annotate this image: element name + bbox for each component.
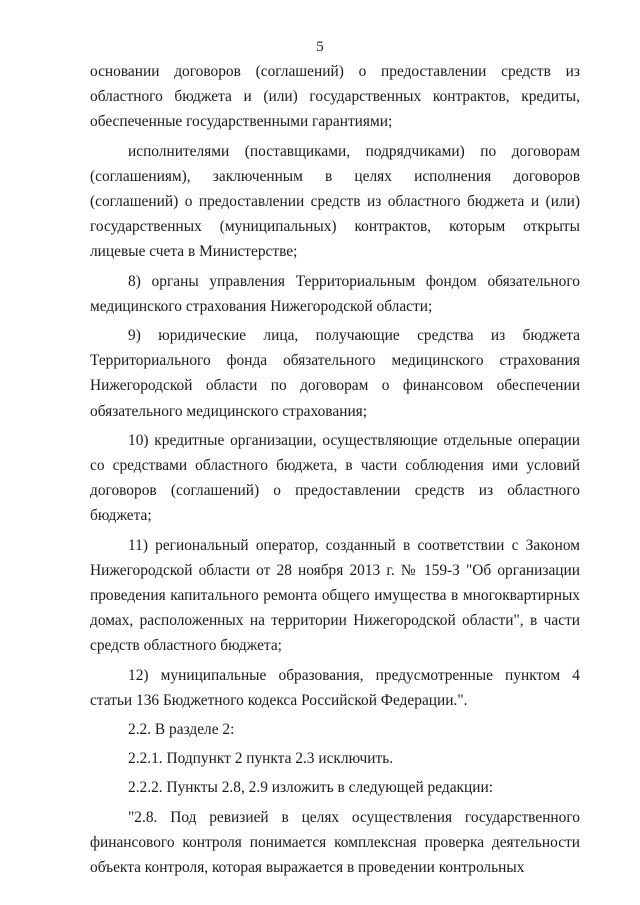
paragraph-item-12: 12) муниципальные образования, предусмотренные пунктом 4 статьи 136 Бюджетного кодекса Российской Федерации.". (90, 666, 580, 709)
paragraph-2-2-2: 2.2.2. Пункты 2.8, 2.9 изложить в следующей редакции: (128, 779, 493, 797)
paragraph-item-9: 9) юридические лица, получающие средства из бюджета Территориального фонда обязательного медицинского страхования Нижегородской области по договорам о финансовом обеспечении обязательного медицинского страхования; (90, 327, 580, 420)
page-number: 5 (316, 39, 324, 55)
paragraph-contractors: исполнителями (поставщиками, подрядчиками) по договорам (соглашениям), заключенным в целях исполнения договоров (соглашений) о предоставлении средств из областного бюджета и (или) государственных (муниципальных) контрактов, которым открыты лицевые счета в Министерстве; (90, 142, 580, 261)
paragraph-2-2: 2.2. В разделе 2: (128, 721, 235, 739)
document-body (90, 59, 580, 884)
paragraph-continuation: основании договоров (соглашений) о предоставлении средств из областного бюджета и (или) государственных контрактов, кредиты, обеспеченные государственными гарантиями; (90, 63, 580, 131)
paragraph-item-10: 10) кредитные организации, осуществляющие отдельные операции со средствами областного бюджета, в части соблюдения ими условий договоров (соглашений) о предоставлении средств из областного бюджета; (90, 431, 580, 525)
paragraph-2-8: "2.8. Под ревизией в целях осуществления государственного финансового контроля понимается комплексная проверка деятельности объекта контроля, которая выражается в проведении контрольных (90, 808, 580, 877)
paragraph-2-2-1: 2.2.1. Подпункт 2 пункта 2.3 исключить. (128, 750, 394, 768)
paragraph-item-11: 11) региональный оператор, созданный в соответствии с Законом Нижегородской области от 28 ноября 2013 г. № 159-З "Об организации проведения капитального ремонта общего имущества в многоквартирных домах, расположенных на территории Нижегородской области", в части средств областного бюджета; (90, 536, 580, 655)
paragraph-item-8: 8) органы управления Территориальным фондом обязательного медицинского страхования Нижегородской области; (90, 272, 580, 315)
